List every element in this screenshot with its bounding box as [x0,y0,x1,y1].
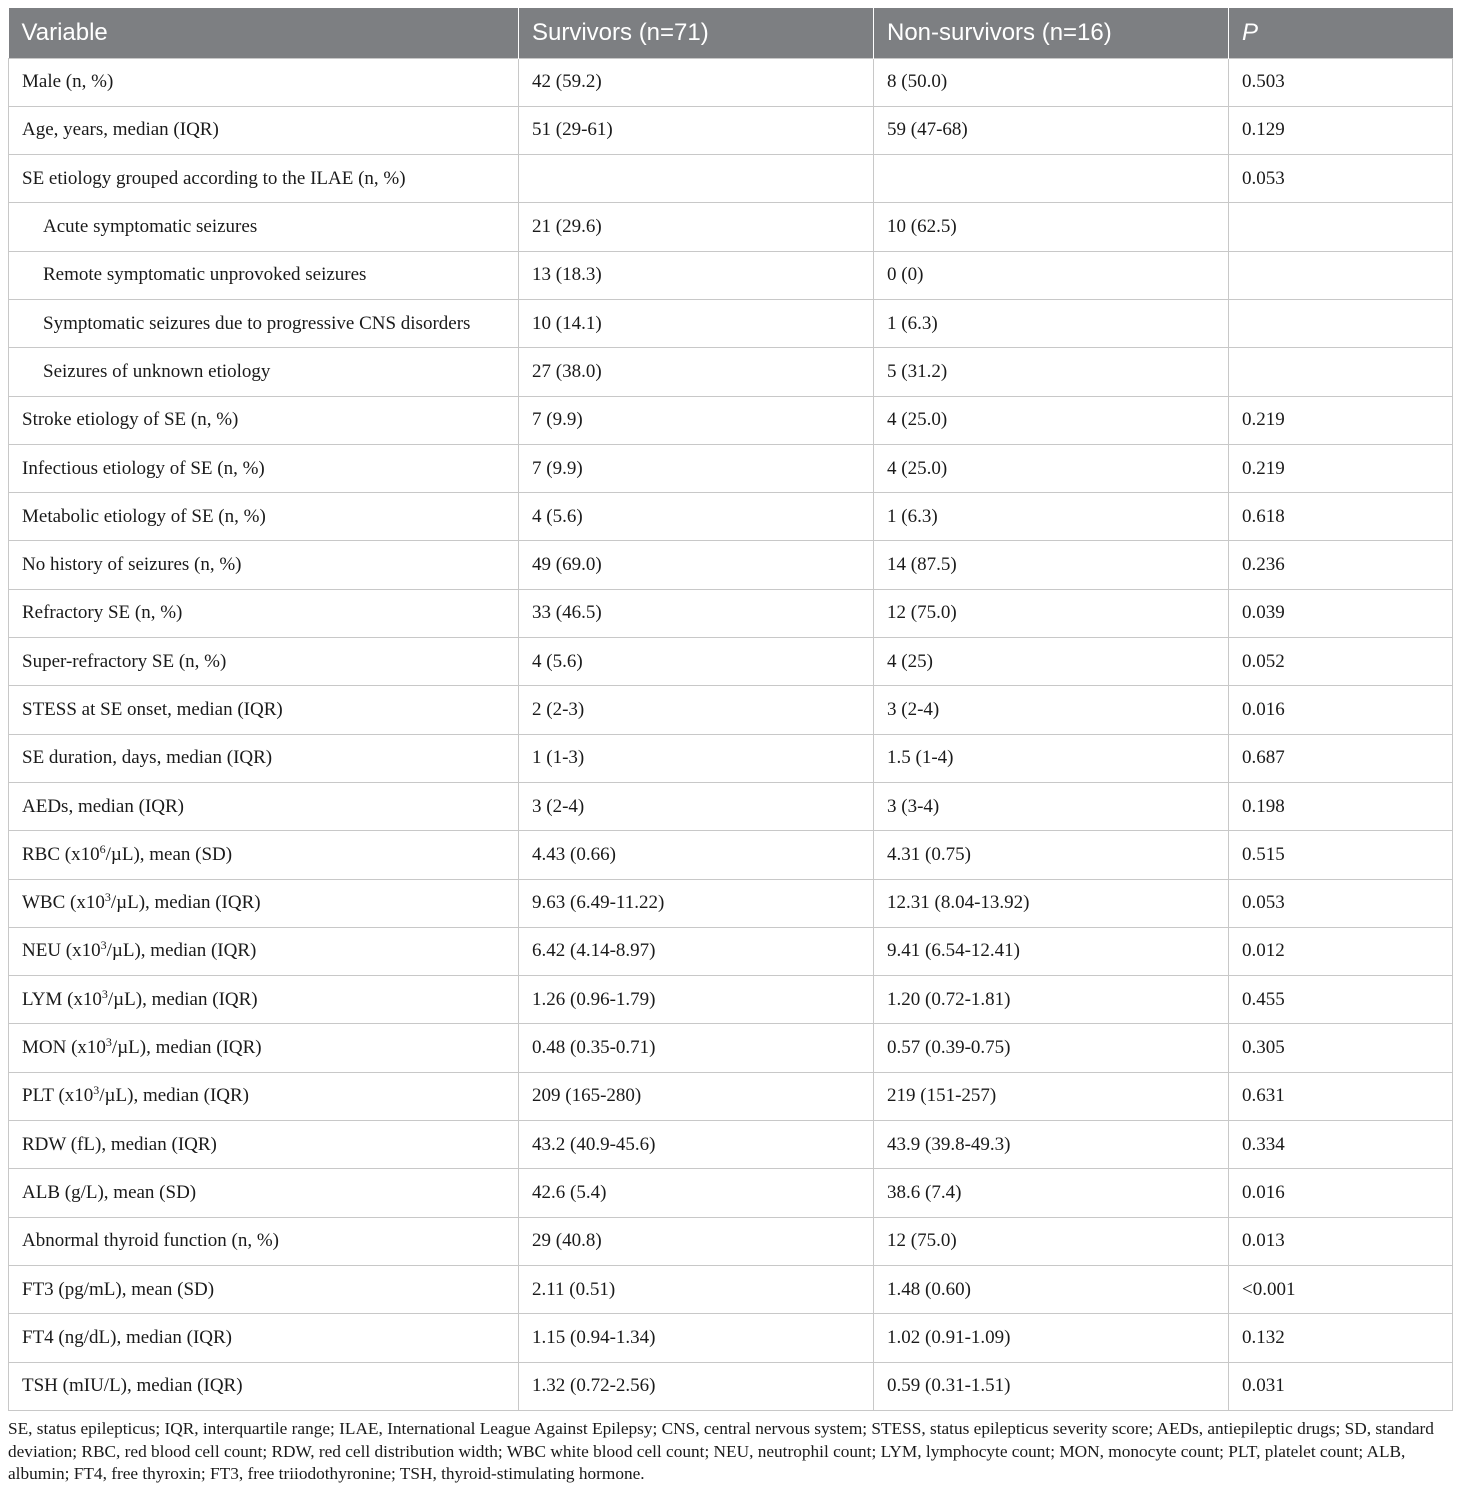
cell-variable: STESS at SE onset, median (IQR) [9,686,519,734]
cell-survivors: 27 (38.0) [519,348,874,396]
table-body [9,58,1453,1410]
cell-survivors: 42.6 (5.4) [519,1169,874,1217]
cell-variable: Refractory SE (n, %) [9,589,519,637]
table-row [9,155,1453,203]
cell-variable: Seizures of unknown etiology [9,348,519,396]
cell-p-value: 0.016 [1229,686,1453,734]
cell-non-survivors: 10 (62.5) [874,203,1229,251]
cell-p-value: 0.039 [1229,589,1453,637]
cell-variable [9,879,519,927]
table-row [9,782,1453,830]
table-row [9,589,1453,637]
cell-p-value [1229,299,1453,347]
variable-text: /µL), median (IQR) [110,892,261,914]
cell-variable: Infectious etiology of SE (n, %) [9,444,519,492]
cell-survivors: 2.11 (0.51) [519,1265,874,1313]
cell-variable: Symptomatic seizures due to progressive CNS disorders [9,299,519,347]
cell-survivors: 209 (165-280) [519,1072,874,1120]
cell-p-value: 0.455 [1229,976,1453,1024]
variable-text: /µL), mean (SD) [105,843,233,865]
cell-p-value [1229,203,1453,251]
table-row [9,1169,1453,1217]
variable-text: NEU (x10 [22,940,101,962]
table-row [9,493,1453,541]
cell-variable [9,976,519,1024]
cell-variable: Male (n, %) [9,58,519,106]
cell-survivors: 7 (9.9) [519,396,874,444]
cell-survivors: 49 (69.0) [519,541,874,589]
cell-p-value: 0.334 [1229,1121,1453,1169]
table-row [9,686,1453,734]
variable-superscript: 3 [100,938,107,953]
cell-survivors: 33 (46.5) [519,589,874,637]
cell-survivors: 1 (1-3) [519,734,874,782]
cell-survivors: 1.26 (0.96-1.79) [519,976,874,1024]
cell-non-survivors: 4 (25.0) [874,396,1229,444]
cell-variable: FT4 (ng/dL), median (IQR) [9,1314,519,1362]
cell-survivors: 13 (18.3) [519,251,874,299]
cell-p-value: 0.198 [1229,782,1453,830]
cell-p-value [1229,348,1453,396]
table-row [9,1362,1453,1410]
data-table [8,8,1453,1411]
cell-non-survivors: 0.59 (0.31-1.51) [874,1362,1229,1410]
cell-variable: FT3 (pg/mL), mean (SD) [9,1265,519,1313]
cell-variable: TSH (mIU/L), median (IQR) [9,1362,519,1410]
cell-survivors: 10 (14.1) [519,299,874,347]
cell-p-value: 0.219 [1229,444,1453,492]
table-row [9,1217,1453,1265]
cell-non-survivors: 1.48 (0.60) [874,1265,1229,1313]
cell-survivors [519,155,874,203]
table-row [9,58,1453,106]
cell-non-survivors: 1 (6.3) [874,299,1229,347]
table-row [9,299,1453,347]
cell-survivors: 4 (5.6) [519,638,874,686]
cell-survivors: 1.15 (0.94-1.34) [519,1314,874,1362]
cell-variable [9,1072,519,1120]
cell-variable: RDW (fL), median (IQR) [9,1121,519,1169]
cell-variable: Stroke etiology of SE (n, %) [9,396,519,444]
cell-non-survivors: 9.41 (6.54-12.41) [874,927,1229,975]
cell-p-value [1229,251,1453,299]
cell-variable: ALB (g/L), mean (SD) [9,1169,519,1217]
cell-non-survivors: 5 (31.2) [874,348,1229,396]
variable-text: /µL), median (IQR) [111,1037,262,1059]
cell-survivors: 1.32 (0.72-2.56) [519,1362,874,1410]
cell-p-value: 0.053 [1229,879,1453,927]
header-p-value: P [1229,8,1453,58]
cell-p-value: 0.219 [1229,396,1453,444]
header-row [9,8,1453,58]
table-row [9,348,1453,396]
cell-p-value: 0.503 [1229,58,1453,106]
table-row [9,106,1453,154]
table-row [9,879,1453,927]
variable-text: /µL), median (IQR) [106,940,257,962]
cell-non-survivors: 219 (151-257) [874,1072,1229,1120]
table-header [9,8,1453,58]
variable-superscript: 3 [93,1083,100,1098]
variable-superscript: 3 [101,986,108,1001]
cell-non-survivors: 1.02 (0.91-1.09) [874,1314,1229,1362]
table-row [9,396,1453,444]
cell-non-survivors: 4 (25.0) [874,444,1229,492]
cell-non-survivors: 12 (75.0) [874,1217,1229,1265]
table-row [9,1265,1453,1313]
variable-text: MON (x10 [22,1037,106,1059]
cell-survivors: 51 (29-61) [519,106,874,154]
table-row [9,976,1453,1024]
cell-non-survivors: 3 (2-4) [874,686,1229,734]
cell-non-survivors: 4 (25) [874,638,1229,686]
cell-variable: Metabolic etiology of SE (n, %) [9,493,519,541]
cell-p-value: 0.053 [1229,155,1453,203]
cell-variable: AEDs, median (IQR) [9,782,519,830]
table-row [9,638,1453,686]
cell-survivors: 4 (5.6) [519,493,874,541]
cell-non-survivors: 12.31 (8.04-13.92) [874,879,1229,927]
header-non-survivors: Non-survivors (n=16) [874,8,1229,58]
cell-p-value: 0.618 [1229,493,1453,541]
cell-survivors: 42 (59.2) [519,58,874,106]
cell-non-survivors: 0.57 (0.39-0.75) [874,1024,1229,1072]
cell-non-survivors: 8 (50.0) [874,58,1229,106]
variable-text: RBC (x10 [22,843,100,865]
cell-survivors: 0.48 (0.35-0.71) [519,1024,874,1072]
cell-non-survivors: 1.20 (0.72-1.81) [874,976,1229,1024]
cell-survivors: 29 (40.8) [519,1217,874,1265]
cell-variable: Acute symptomatic seizures [9,203,519,251]
cell-survivors: 6.42 (4.14-8.97) [519,927,874,975]
cell-p-value: 0.052 [1229,638,1453,686]
variable-superscript: 6 [99,841,106,856]
variable-text: PLT (x10 [22,1085,94,1107]
cell-survivors: 9.63 (6.49-11.22) [519,879,874,927]
cell-p-value: 0.132 [1229,1314,1453,1362]
cell-non-survivors: 1.5 (1-4) [874,734,1229,782]
cell-p-value: 0.305 [1229,1024,1453,1072]
table-row [9,541,1453,589]
variable-text: /µL), median (IQR) [99,1085,249,1107]
cell-non-survivors: 14 (87.5) [874,541,1229,589]
cell-survivors: 2 (2-3) [519,686,874,734]
cell-non-survivors: 43.9 (39.8-49.3) [874,1121,1229,1169]
cell-p-value: 0.031 [1229,1362,1453,1410]
cell-variable: SE duration, days, median (IQR) [9,734,519,782]
cell-p-value: 0.515 [1229,831,1453,879]
table-row [9,1024,1453,1072]
cell-non-survivors: 4.31 (0.75) [874,831,1229,879]
cell-p-value: 0.687 [1229,734,1453,782]
cell-variable: Remote symptomatic unprovoked seizures [9,251,519,299]
cell-non-survivors [874,155,1229,203]
cell-p-value: 0.631 [1229,1072,1453,1120]
table-row [9,831,1453,879]
header-survivors: Survivors (n=71) [519,8,874,58]
table-row [9,444,1453,492]
table-row [9,251,1453,299]
table-row [9,1072,1453,1120]
variable-text: /µL), median (IQR) [107,988,258,1010]
table-container [8,8,1452,1486]
cell-non-survivors: 0 (0) [874,251,1229,299]
cell-p-value: 0.012 [1229,927,1453,975]
variable-text: WBC (x10 [22,892,105,914]
cell-survivors: 7 (9.9) [519,444,874,492]
cell-non-survivors: 3 (3-4) [874,782,1229,830]
table-row [9,1121,1453,1169]
cell-variable: Age, years, median (IQR) [9,106,519,154]
table-footnote: SE, status epilepticus; IQR, interquartile range; ILAE, International League Against Epilepsy; CNS, central nervous system; STESS, status epilepticus severity score; AEDs, antiepileptic drugs; SD, standard deviation; RBC, red blood cell count; RDW, red cell distribution width; WBC white blood cell count; NEU, neutrophil count; LYM, lymphocyte count; MON, monocyte count; PLT, platelet count; ALB, albumin; FT4, free thyroxin; FT3, free triiodothyronine; TSH, thyroid-stimulating hormone. [8,1418,1434,1484]
variable-text: LYM (x10 [22,988,102,1010]
cell-variable [9,927,519,975]
table-row [9,1314,1453,1362]
cell-variable: Abnormal thyroid function (n, %) [9,1217,519,1265]
cell-p-value: 0.016 [1229,1169,1453,1217]
cell-non-survivors: 1 (6.3) [874,493,1229,541]
table-row [9,203,1453,251]
cell-p-value: <0.001 [1229,1265,1453,1313]
cell-p-value: 0.129 [1229,106,1453,154]
table-row [9,734,1453,782]
cell-p-value: 0.236 [1229,541,1453,589]
header-variable: Variable [9,8,519,58]
cell-survivors: 21 (29.6) [519,203,874,251]
cell-variable [9,831,519,879]
variable-superscript: 3 [104,890,111,905]
cell-non-survivors: 38.6 (7.4) [874,1169,1229,1217]
variable-superscript: 3 [105,1035,112,1050]
table-row [9,927,1453,975]
cell-non-survivors: 59 (47-68) [874,106,1229,154]
cell-p-value: 0.013 [1229,1217,1453,1265]
cell-survivors: 3 (2-4) [519,782,874,830]
cell-survivors: 4.43 (0.66) [519,831,874,879]
cell-variable: Super-refractory SE (n, %) [9,638,519,686]
cell-survivors: 43.2 (40.9-45.6) [519,1121,874,1169]
cell-variable [9,1024,519,1072]
cell-non-survivors: 12 (75.0) [874,589,1229,637]
cell-variable: No history of seizures (n, %) [9,541,519,589]
cell-variable: SE etiology grouped according to the ILAE (n, %) [9,155,519,203]
